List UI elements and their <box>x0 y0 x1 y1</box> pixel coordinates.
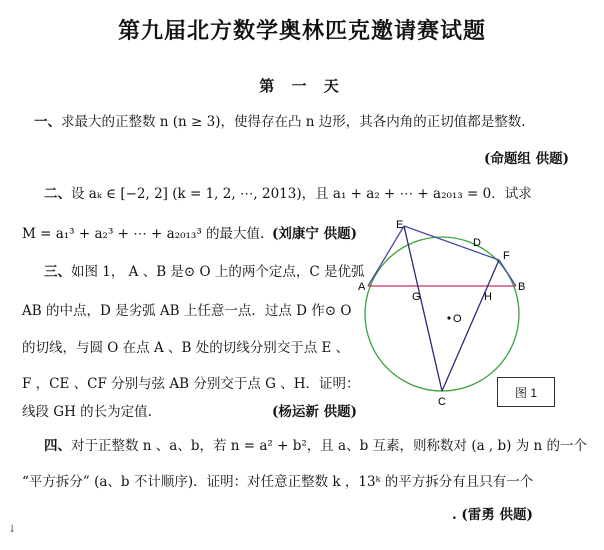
center-point <box>447 316 450 319</box>
problem-4-line1: 对于正整数 n 、a、b，若 n = a² + b²，且 a、b 互素，则称数对 (a , b) 为 n 的一个 <box>71 438 587 454</box>
tangent-at-a <box>368 226 404 286</box>
label-b: B <box>518 281 526 293</box>
text-cursor-icon: ↓ <box>8 524 17 535</box>
page-title: 第九届北方数学奥林匹克邀请赛试题 <box>117 18 486 44</box>
tangent-at-d <box>404 226 499 260</box>
problem-2 <box>44 182 532 202</box>
problem-3-line3: 的切线，与圆 O 在点 A 、B 处的切线分别交于点 E 、 <box>22 340 350 356</box>
label-a: A <box>358 281 366 293</box>
label-h: H <box>484 291 492 303</box>
problem-3-credit: (杨运新 供题) <box>272 404 357 420</box>
problem-4 <box>44 434 587 454</box>
problem-4-credit: . (雷勇 供题) <box>452 507 533 523</box>
circle-o <box>365 237 519 391</box>
problem-3-line1: 如图 1， A 、B 是⊙ O 上的两个定点，C 是优弧 <box>71 264 365 280</box>
tangent-at-b <box>499 260 516 286</box>
label-f: F <box>503 250 510 262</box>
problem-1-text: 求最大的正整数 n (n ≥ 3)，使得存在凸 n 边形，其各内角的正切值都是整数. <box>61 114 526 130</box>
problem-3 <box>44 260 365 280</box>
problem-1 <box>34 110 526 130</box>
problem-3-line4: F ，CE 、CF 分别与弦 AB 分别交于点 G 、H．证明： <box>22 376 360 392</box>
section-heading-day-one: 第 一 天 <box>259 77 345 95</box>
label-o: O <box>453 313 462 325</box>
problem-1-credit: (命题组 供题) <box>484 151 569 167</box>
problem-4-line2: “平方拆分” (a、b 不计顺序)．证明：对任意正整数 k ，13ᵏ 的平方拆分有且只有一个 <box>22 474 534 490</box>
problem-4-label: 四、 <box>44 438 71 454</box>
problem-2-credit: (刘康宁 供题) <box>272 226 357 242</box>
segment-ce <box>404 226 442 391</box>
segment-cf <box>442 260 499 391</box>
label-c: C <box>438 396 446 408</box>
problem-3-label: 三、 <box>44 264 71 280</box>
label-g: G <box>412 291 421 303</box>
problem-3-line5: 线段 GH 的长为定值. <box>22 404 152 420</box>
label-e: E <box>396 219 404 231</box>
problem-1-label: 一、 <box>34 114 61 130</box>
problem-2-line2: M = a₁³ + a₂³ + ⋯ + a₂₀₁₃³ 的最大值. <box>22 226 265 242</box>
problem-3-line2: AB 的中点，D 是劣弧 AB 上任意一点．过点 D 作⊙ O <box>22 303 352 319</box>
problem-2-label: 二、 <box>44 186 71 202</box>
figure-caption: 图 1 <box>497 377 555 407</box>
problem-2-line1: 设 aₖ ∈ [−2, 2] (k = 1, 2, ⋯, 2013)，且 a₁ + a₂ + ⋯ + a₂₀₁₃ = 0．试求 <box>71 186 532 202</box>
label-d: D <box>473 237 481 249</box>
